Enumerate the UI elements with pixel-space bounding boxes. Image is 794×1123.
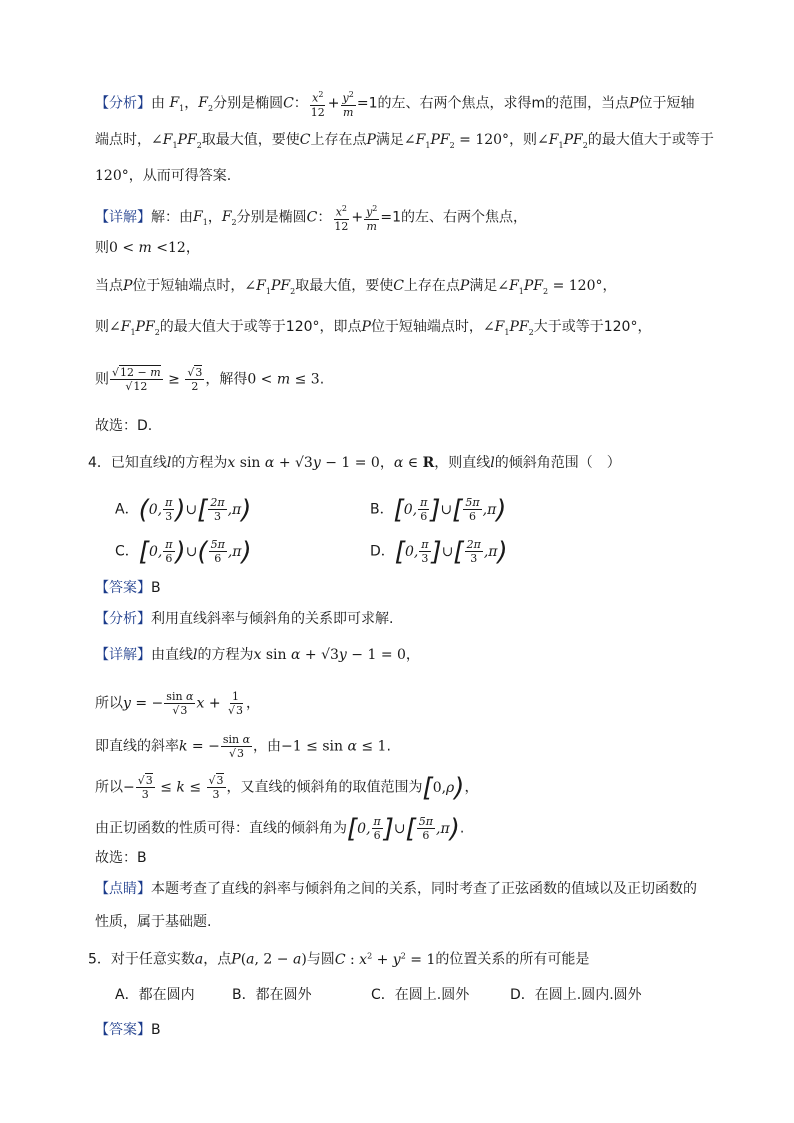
q5-option-b[interactable]: B．都在圆外 [232, 987, 312, 1003]
q3-detail-line1: 【详解】解：由$F_1$，$F_2$分别是椭圆C： $\frac{x^2}{12}$ + $\frac{y^2}{m}$ =1的左、右两个焦点， [95, 204, 528, 233]
q3-detail-line4: 则$\angle F_1PF_2$的最大值大于或等于120°，即点P位于短轴端点时，$\angle F_1PF_2$大于或等于120°， [95, 319, 652, 337]
detail-tag: 【详解】 [95, 209, 151, 226]
q4-detail-line3: 即直线的斜率k = − $\frac{\text{sin α}}{√3}$ ，由−1 ≤ sin α ≤ 1. [95, 733, 391, 760]
q5-answer: 【答案】B [95, 1022, 161, 1038]
q3-detail-line2: 则0 < m <12， [95, 240, 200, 256]
q4-choose: 故选：B [95, 850, 147, 866]
q3-detail-line5: 则 $\frac{√12 - m}{√12}$ ≥ $\frac{√3}{2}$ ，解得0 < m ≤ 3. [95, 366, 325, 393]
q5-option-d[interactable]: D．在圆上.圆内.圆外 [510, 987, 642, 1003]
q4-detail-line5: 由正切函数的性质可得：直线的倾斜角为 [ 0, $\frac{\pi}{6}$ ] ∪ [ $\frac{5\pi}{6}$ ,π ) . [95, 813, 465, 844]
q4-option-a[interactable]: A． ( 0, $\frac{\pi}{3}$ ) ∪ [ $\frac{2\pi}{3}$ ,π ) [115, 494, 252, 525]
q5-option-a[interactable]: A．都在圆内 [115, 987, 195, 1003]
q4-comment-line2: 性质，属于基础题. [95, 914, 212, 930]
q4-analysis: 【分析】利用直线斜率与倾斜角的关系即可求解. [95, 611, 394, 627]
comment-tag: 【点睛】 [95, 881, 151, 897]
q3-analysis-line1: 【分析】由 $F_1$，$F_2$分别是椭圆C： $\frac{x^2}{12}$ + $\frac{y^2}{m}$ =1的左、右两个焦点，求得m的范围，当点P位于短轴 [95, 90, 695, 119]
q4-stem: 4．已知直线l的方程为x sin α + √3y − 1 = 0，α ∈ R，则直线l的倾斜角范围（ ） [88, 455, 621, 471]
q3-analysis-line3: 120°，从而可得答案. [95, 168, 232, 184]
q4-comment-line1: 【点睛】本题考查了直线的斜率与倾斜角之间的关系，同时考查了正弦函数的值域以及正切函数的 [95, 881, 697, 897]
q4-detail-line4: 所以− $\frac{√3}{3}$ ≤ k ≤ $\frac{√3}{3}$ ，又直线的倾斜角的取值范围为 [ 0, ρ ) ， [95, 772, 479, 803]
q3-choose: 故选：D. [95, 418, 153, 434]
q5-option-c[interactable]: C．在圆上.圆外 [371, 987, 470, 1003]
q4-detail-line2: 所以y = − $\frac{\text{sin α}}{√3}$ x + $\frac{1}{√3}$ ， [95, 690, 261, 717]
q4-option-c[interactable]: C． [ 0, $\frac{\pi}{6}$ ) ∪ ( $\frac{5\pi}{6}$ ,π ) [115, 536, 252, 567]
q3-detail-line3: 当点P位于短轴端点时，$\angle F_1PF_2$取最大值，要使C上存在点P满足$\angle F_1PF_2 = 120^\circ$， [95, 278, 617, 296]
q3-analysis-line2: 端点时，$\angle F_1PF_2$取最大值，要使C上存在点P满足$\angle F_1PF_2 = 120^\circ$，则$\angle F_1PF_2$的最大值大于或等于 [95, 132, 714, 150]
q4-option-b[interactable]: B． [ 0, $\frac{\pi}{6}$ ] ∪ [ $\frac{5\pi}{6}$ ,π ) [370, 494, 507, 525]
q4-option-d[interactable]: D． [ 0, $\frac{\pi}{3}$ ] ∪ [ $\frac{2\pi}{3}$ ,π ) [370, 536, 508, 567]
answer-tag: 【答案】 [95, 580, 151, 596]
analysis-tag: 【分析】 [95, 95, 151, 112]
q4-answer: 【答案】B [95, 580, 161, 596]
q4-detail-line1: 【详解】由直线l的方程为x sin α + √3y − 1 = 0， [95, 647, 420, 663]
q5-stem: 5．对于任意实数a，点P(a, 2 − a)与圆C : $x^2 + y^2 = 1$的位置关系的所有可能是 [88, 951, 590, 968]
